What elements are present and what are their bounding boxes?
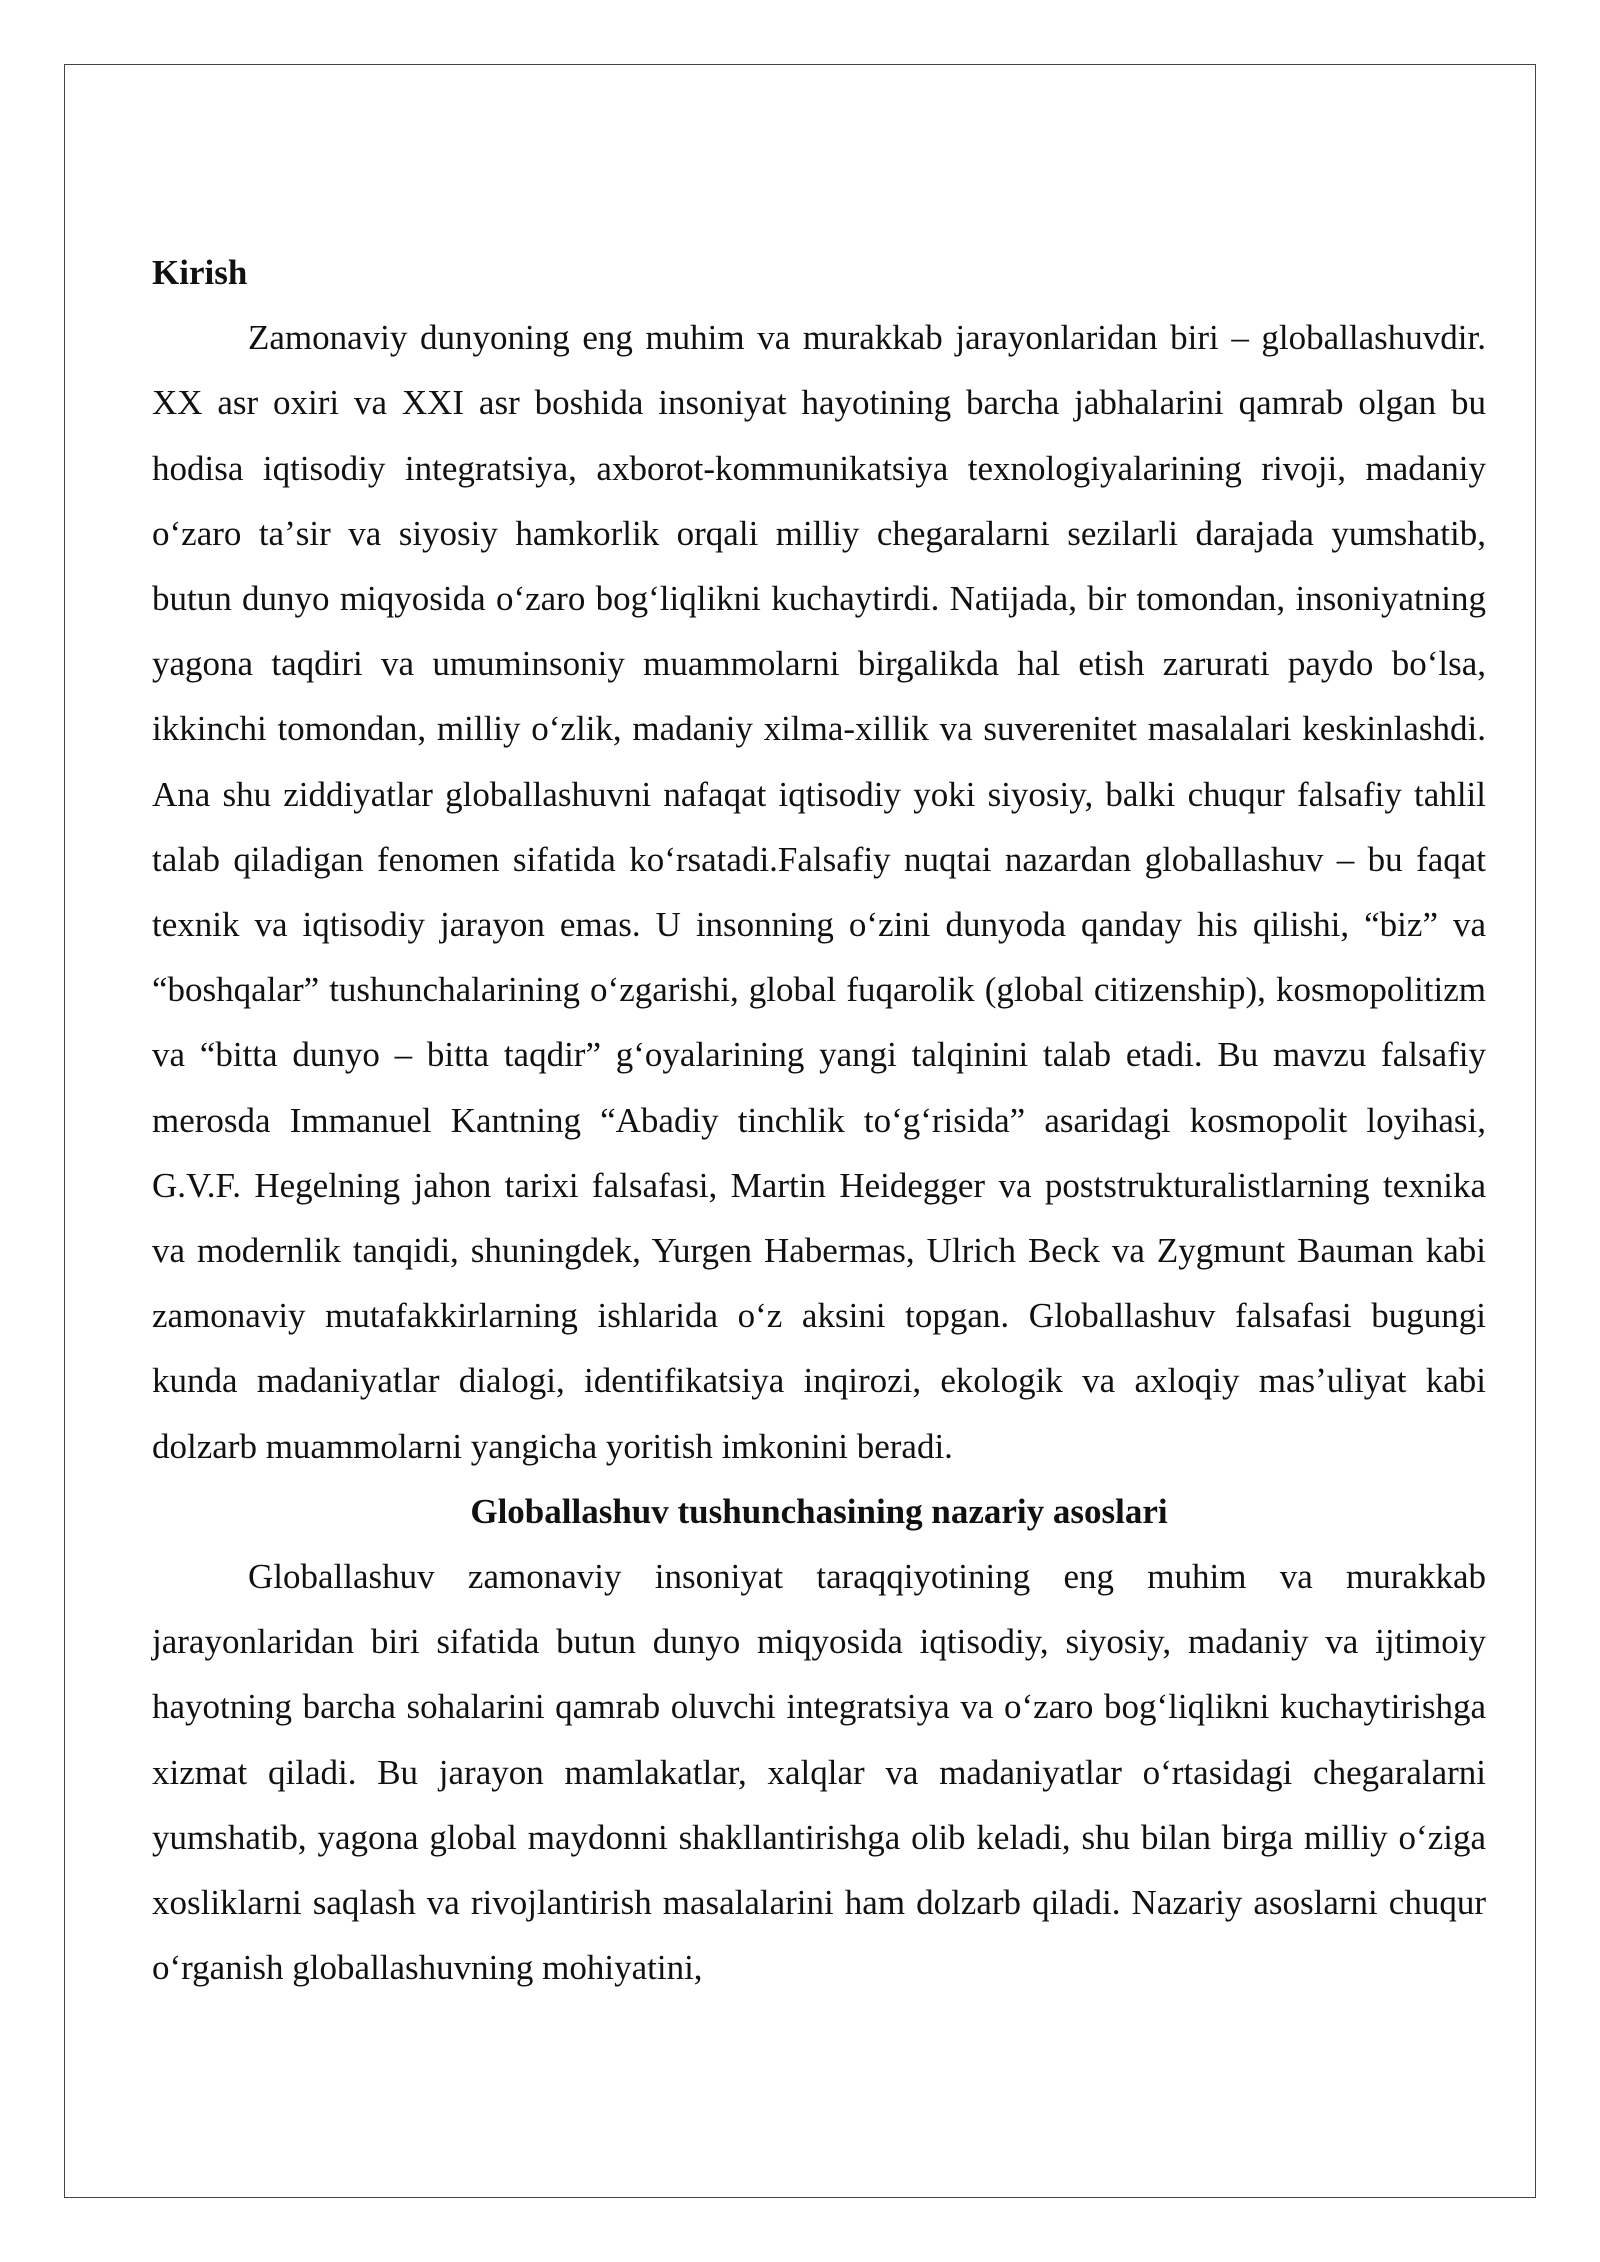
document-body <box>152 240 1486 2000</box>
section-heading: Globallashuv tushunchasining nazariy asoslari <box>470 1491 1168 1531</box>
section-paragraph: Globallashuv zamonaviy insoniyat taraqqiyotining eng muhim va murakkab jarayonlaridan biri sifatida butun dunyo miqyosida iqtisodiy, siyosiy, madaniy va ijtimoiy hayotning barcha sohalarini qamrab oluvchi integratsiya va oʻzaro bogʻliqlikni kuchaytirishga xizmat qiladi. Bu jarayon mamlakatlar, xalqlar va madaniyatlar oʻrtasidagi chegaralarni yumshatib, yagona global maydonni shakllantirishga olib keladi, shu bilan birga milliy oʻziga xosliklarni saqlash va rivojlantirish masalalarini ham dolzarb qiladi. Nazariy asoslarni chuqur oʻrganish globallashuvning mohiyatini, <box>152 1557 1486 1988</box>
intro-paragraph: Zamonaviy dunyoning eng muhim va murakkab jarayonlaridan biri – globallashuvdir. XX asr oxiri va XXI asr boshida insoniyat hayotining barcha jabhalarini qamrab olgan bu hodisa iqtisodiy integratsiya, axborot-kommunikatsiya texnologiyalarining rivoji, madaniy oʻzaro taʼsir va siyosiy hamkorlik orqali milliy chegaralarni sezilarli darajada yumshatib, butun dunyo miqyosida oʻzaro bogʻliqlikni kuchaytirdi. Natijada, bir tomondan, insoniyatning yagona taqdiri va umuminsoniy muammolarni birgalikda hal etish zarurati paydo boʻlsa, ikkinchi tomondan, milliy oʻzlik, madaniy xilma-xillik va suverenitet masalalari keskinlashdi. Ana shu ziddiyatlar globallashuvni nafaqat iqtisodiy yoki siyosiy, balki chuqur falsafiy tahlil talab qiladigan fenomen sifatida koʻrsatadi.Falsafiy nuqtai nazardan globallashuv – bu faqat texnik va iqtisodiy jarayon emas. U insonning oʻzini dunyoda qanday his qilishi, “biz” va “boshqalar” tushunchalarining oʻzgarishi, global fuqarolik (global citizenship), kosmopolitizm va “bitta dunyo – bitta taqdir” gʻoyalarining yangi talqinini talab etadi. Bu mavzu falsafiy merosda Immanuel Kantning “Abadiy tinchlik toʻgʻrisida” asaridagi kosmopolit loyihasi, G.V.F. Hegelning jahon tarixi falsafasi, Martin Heidegger va poststrukturalistlarning texnika va modernlik tanqidi, shuningdek, Yurgen Habermas, Ulrich Beck va Zygmunt Bauman kabi zamonaviy mutafakkirlarning ishlarida oʻz aksini topgan. Globallashuv falsafasi bugungi kunda madaniyatlar dialogi, identifikatsiya inqirozi, ekologik va axloqiy masʼuliyat kabi dolzarb muammolarni yangicha yoritish imkonini beradi. <box>152 318 1486 1466</box>
intro-heading: Kirish <box>152 253 248 292</box>
